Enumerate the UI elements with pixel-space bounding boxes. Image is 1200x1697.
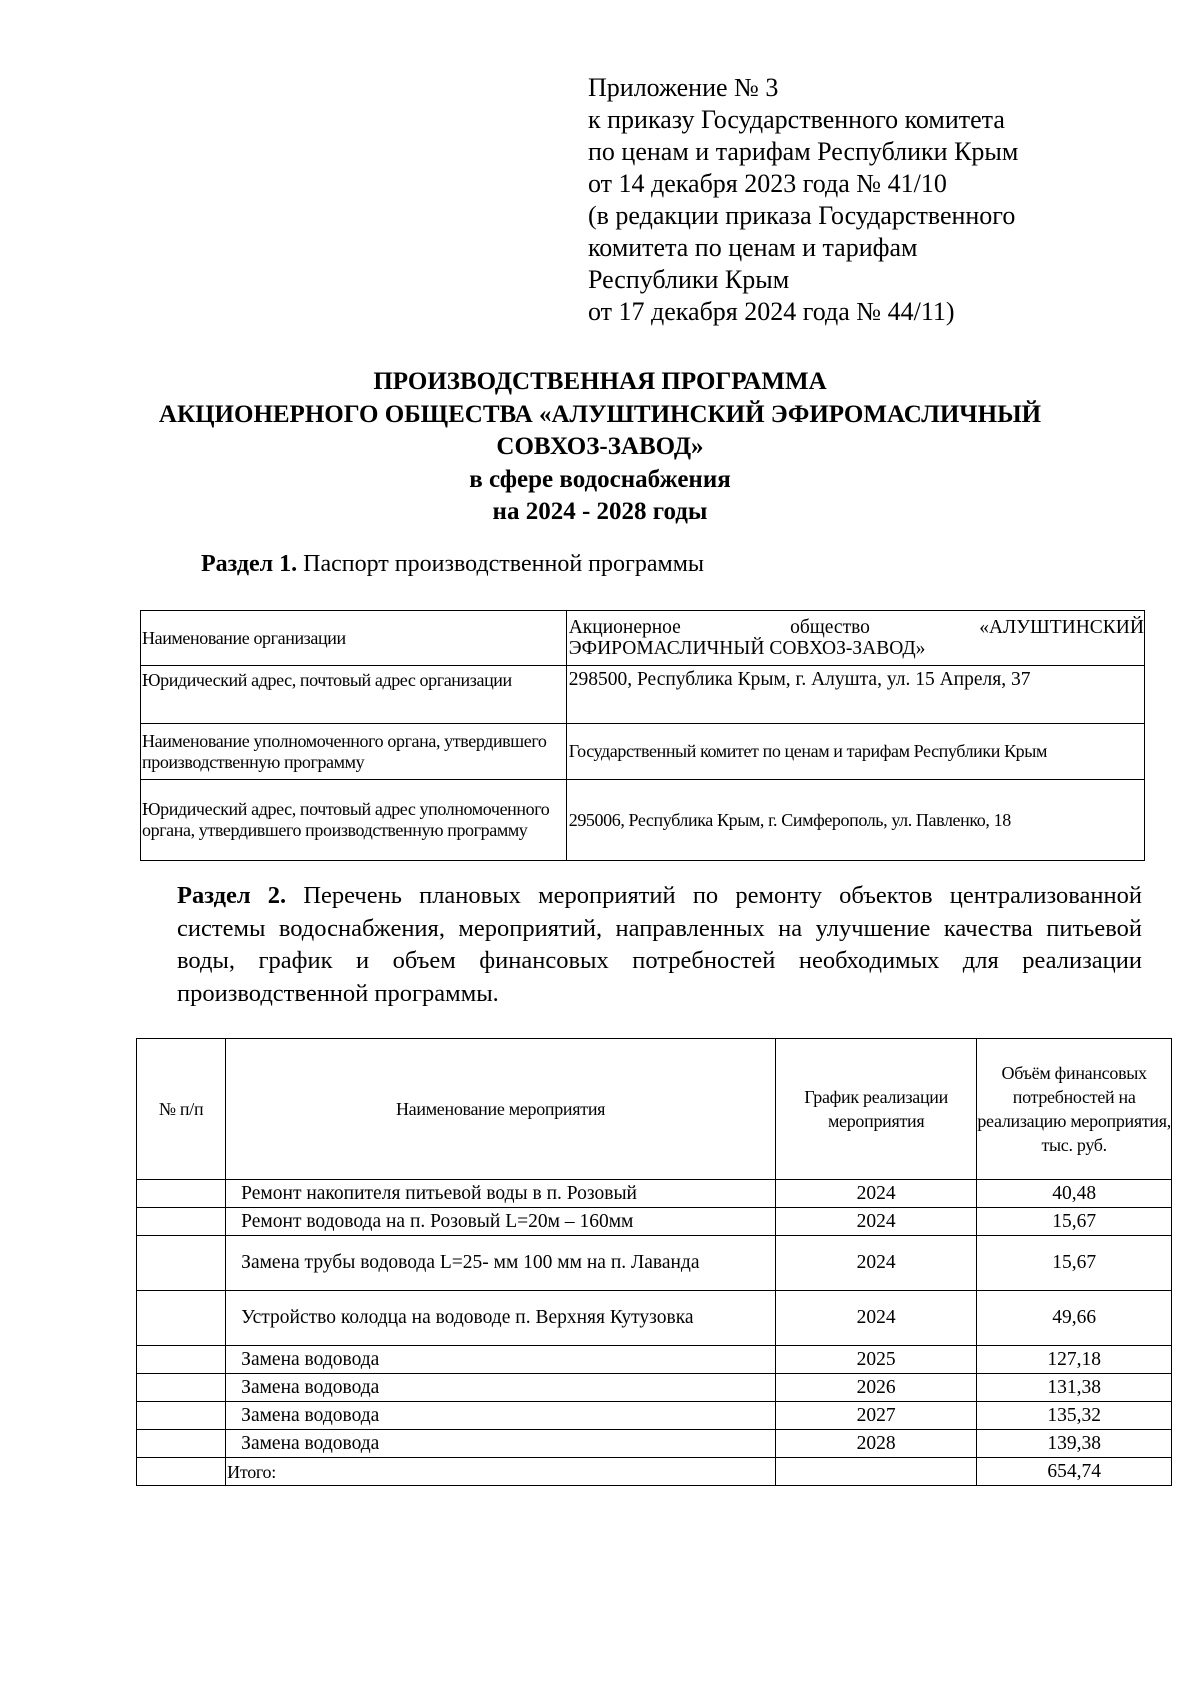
document-title xyxy=(120,366,1080,529)
table-row xyxy=(137,1180,1172,1208)
cell-name: Замена водовода xyxy=(226,1346,776,1374)
cell-num xyxy=(137,1458,226,1486)
cell-year: 2024 xyxy=(775,1208,976,1236)
total-label: Итого: xyxy=(226,1458,776,1486)
passport-row xyxy=(141,666,1145,724)
passport-row xyxy=(141,611,1145,666)
passport-value: 298500, Республика Крым, г. Алушта, ул. 15 Апреля, 37 xyxy=(566,666,1144,724)
passport-value: 295006, Республика Крым, г. Симферополь, ул. Павленко, 18 xyxy=(566,780,1144,861)
appendix-line: Республики Крым xyxy=(588,265,790,294)
appendix-line: по ценам и тарифам Республики Крым xyxy=(588,137,1019,166)
cell-amount: 139,38 xyxy=(977,1430,1172,1458)
value-line: ЭФИРОМАСЛИЧНЫЙ СОВХОЗ-ЗАВОД» xyxy=(568,638,926,659)
cell-num xyxy=(137,1208,226,1236)
cell-name: Замена водовода xyxy=(226,1402,776,1430)
table-header-row xyxy=(137,1039,1172,1180)
cell-num xyxy=(137,1346,226,1374)
cell-name: Замена водовода xyxy=(226,1430,776,1458)
cell-amount: 127,18 xyxy=(977,1346,1172,1374)
cell-year: 2026 xyxy=(775,1374,976,1402)
table-row xyxy=(137,1346,1172,1374)
cell-name: Устройство колодца на водоводе п. Верхняя Кутузовка xyxy=(226,1291,776,1346)
appendix-block xyxy=(588,72,1148,328)
cell-num xyxy=(137,1402,226,1430)
title-line: АКЦИОНЕРНОГО ОБЩЕСТВА «АЛУШТИНСКИЙ ЭФИРОМАСЛИЧНЫЙ xyxy=(158,400,1042,428)
passport-table xyxy=(140,610,1145,861)
appendix-line: (в редакции приказа Государственного xyxy=(588,201,1016,230)
header-num: № п/п xyxy=(137,1039,226,1180)
table-row xyxy=(137,1291,1172,1346)
cell-num xyxy=(137,1374,226,1402)
appendix-line: Приложение № 3 xyxy=(588,73,779,102)
passport-label: Юридический адрес, почтовый адрес уполномоченного органа, утвердившего производственную программу xyxy=(141,780,567,861)
passport-label: Юридический адрес, почтовый адрес организации xyxy=(141,666,567,724)
cell-year: 2027 xyxy=(775,1402,976,1430)
passport-label: Наименование уполномоченного органа, утвердившего производственную программу xyxy=(141,724,567,780)
cell-year: 2025 xyxy=(775,1346,976,1374)
section2-label: Раздел 2. xyxy=(177,882,287,909)
section1-heading xyxy=(201,551,704,578)
header-volume: Объём финансовых потребностей на реализацию мероприятия, тыс. руб. xyxy=(977,1039,1172,1180)
events-table xyxy=(136,1038,1172,1486)
passport-value xyxy=(566,611,1144,666)
cell-name: Ремонт водовода на п. Розовый L=20м – 160мм xyxy=(226,1208,776,1236)
table-row xyxy=(137,1402,1172,1430)
cell-name: Ремонт накопителя питьевой воды в п. Розовый xyxy=(226,1180,776,1208)
cell-year: 2024 xyxy=(775,1236,976,1291)
table-row xyxy=(137,1430,1172,1458)
appendix-line: к приказу Государственного комитета xyxy=(588,105,1005,134)
cell-amount: 49,66 xyxy=(977,1291,1172,1346)
section1-label: Раздел 1. xyxy=(201,551,298,577)
cell-name: Замена трубы водовода L=25- мм 100 мм на п. Лаванда xyxy=(226,1236,776,1291)
cell-year: 2028 xyxy=(775,1430,976,1458)
table-row xyxy=(137,1236,1172,1291)
cell-num xyxy=(137,1180,226,1208)
section2-intro xyxy=(127,880,1142,1010)
cell-num xyxy=(137,1236,226,1291)
passport-label: Наименование организации xyxy=(141,611,567,666)
cell-amount: 40,48 xyxy=(977,1180,1172,1208)
value-word: «АЛУШТИНСКИЙ xyxy=(979,617,1144,638)
title-line: СОВХОЗ-ЗАВОД» xyxy=(496,433,704,460)
appendix-line: от 14 декабря 2023 года № 41/10 xyxy=(588,169,947,198)
title-line: ПРОИЗВОДСТВЕННАЯ ПРОГРАММА xyxy=(373,368,827,395)
title-line: на 2024 - 2028 годы xyxy=(492,498,708,525)
cell-num xyxy=(137,1291,226,1346)
cell-num xyxy=(137,1430,226,1458)
header-name: Наименование мероприятия xyxy=(226,1039,776,1180)
header-schedule: График реализации мероприятия xyxy=(775,1039,976,1180)
passport-value: Государственный комитет по ценам и тарифам Республики Крым xyxy=(566,724,1144,780)
value-word: Акционерное xyxy=(568,617,681,638)
section1-title: Паспорт производственной программы xyxy=(297,551,705,577)
passport-row xyxy=(141,724,1145,780)
passport-row xyxy=(141,780,1145,861)
section2-text: Перечень плановых мероприятий по ремонту объектов централизованной системы водоснабжения, мероприятий, направленных на улучшение качества питьевой воды, график и объем финансовых потребностей необходимых для реализации производственной программы. xyxy=(177,882,1142,1007)
table-row xyxy=(137,1208,1172,1236)
total-amount: 654,74 xyxy=(977,1458,1172,1486)
cell-year: 2024 xyxy=(775,1291,976,1346)
cell-amount: 131,38 xyxy=(977,1374,1172,1402)
cell-name: Замена водовода xyxy=(226,1374,776,1402)
total-year xyxy=(775,1458,976,1486)
value-word: общество xyxy=(790,617,870,638)
title-line: в сфере водоснабжения xyxy=(469,465,731,493)
cell-amount: 15,67 xyxy=(977,1236,1172,1291)
cell-amount: 135,32 xyxy=(977,1402,1172,1430)
table-row xyxy=(137,1374,1172,1402)
total-row xyxy=(137,1458,1172,1486)
appendix-line: от 17 декабря 2024 года № 44/11) xyxy=(588,297,955,326)
cell-amount: 15,67 xyxy=(977,1208,1172,1236)
appendix-line: комитета по ценам и тарифам xyxy=(588,233,918,262)
cell-year: 2024 xyxy=(775,1180,976,1208)
